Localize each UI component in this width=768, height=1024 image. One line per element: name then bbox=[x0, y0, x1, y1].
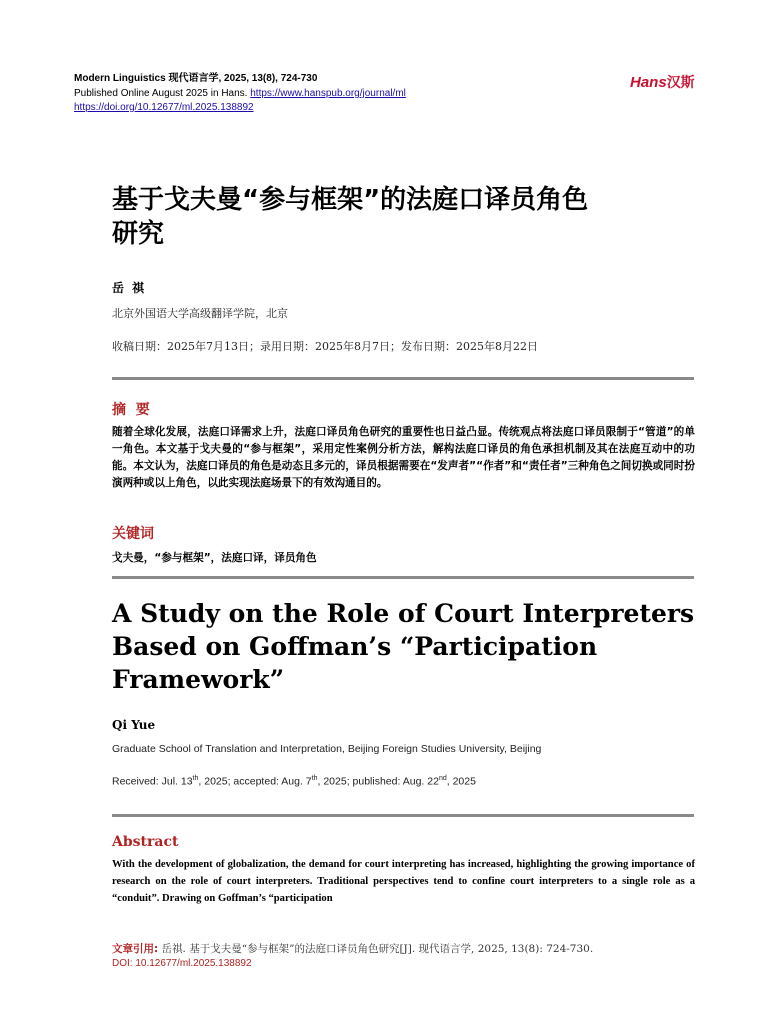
divider bbox=[112, 814, 694, 817]
accepted-date: , 2025; accepted: Aug. 7 bbox=[198, 775, 312, 788]
doi-text[interactable]: DOI: 10.12677/ml.2025.138892 bbox=[112, 958, 252, 969]
paper-title-cn bbox=[112, 183, 692, 251]
abstract-heading-en: Abstract bbox=[112, 834, 179, 850]
published-sup: nd bbox=[438, 775, 447, 782]
paper-title-en-line2: Based on Goffman’s “Participation bbox=[112, 632, 598, 661]
dates-en bbox=[112, 775, 476, 788]
citation-label: 文章引用: bbox=[112, 943, 159, 955]
journal-name-en: Modern Linguistics bbox=[74, 73, 166, 84]
doi-url-link[interactable]: https://doi.org/10.12677/ml.2025.138892 bbox=[74, 102, 254, 113]
dates-cn: 收稿日期：2025年7月13日；录用日期：2025年8月7日；发布日期：2025年8月22日 bbox=[112, 340, 538, 353]
published-date: , 2025; published: Aug. 22 bbox=[317, 775, 439, 788]
abstract-en: With the development of globalization, the demand for court interpreting has increased, highlighting the growing importance of research on the role of court interpreters. Traditional perspectives tend to confine court interpreters to a single role as a “conduit”. Drawing on Goffman’s “participation bbox=[112, 859, 695, 904]
paper-title-cn-line1: 基于戈夫曼“参与框架”的法庭口译员角色 bbox=[112, 185, 589, 215]
journal-url-link[interactable]: https://www.hanspub.org/journal/ml bbox=[250, 88, 406, 99]
published-year: , 2025 bbox=[446, 775, 476, 788]
publisher-logo[interactable] bbox=[630, 72, 694, 92]
affiliation-en: Graduate School of Translation and Interpretation, Beijing Foreign Studies University, Beijing bbox=[112, 743, 542, 755]
journal-citation-line bbox=[74, 73, 317, 85]
received-date: Received: Jul. 13 bbox=[112, 775, 193, 788]
divider bbox=[112, 377, 694, 380]
author-cn: 岳祺 bbox=[112, 281, 153, 295]
keywords-cn: 戈夫曼，“参与框架”，法庭口译，译员角色 bbox=[112, 552, 317, 564]
logo-hans-text: Hans bbox=[630, 74, 667, 91]
journal-info-cn: 现代语言学, 2025, 13(8), 724-730 bbox=[168, 73, 318, 84]
keywords-heading-cn: 关键词 bbox=[112, 526, 154, 542]
author-en: Qi Yue bbox=[112, 718, 156, 732]
published-text: Published Online August 2025 in Hans. bbox=[74, 88, 248, 99]
doi-url-line bbox=[74, 102, 254, 114]
paper-title-en-line1: A Study on the Role of Court Interpreters bbox=[112, 599, 695, 628]
abstract-cn: 随着全球化发展，法庭口译需求上升，法庭口译员角色研究的重要性也日益凸显。传统观点将法庭口译员限制于“管道”的单一角色。本文基于戈夫曼的“参与框架”，采用定性案例分析方法，解构法庭口译员的角色承担机制及其在法庭互动中的功能。本文认为，法庭口译员的角色是动态且多元的，译员根据需要在“发声者”“作者”和“责任者”三种角色之间切换或同时扮演两种或以上角色，以此实现法庭场景下的有效沟通目的。 bbox=[112, 426, 695, 489]
divider bbox=[112, 576, 694, 579]
citation-line bbox=[112, 941, 593, 956]
paper-title-en-line3: Framework” bbox=[112, 665, 285, 694]
received-sup: th bbox=[192, 775, 199, 782]
citation-text: 岳祺. 基于戈夫曼“参与框架”的法庭口译员角色研究[J]. 现代语言学, 2025, 13(8): 724-730. bbox=[158, 943, 594, 955]
logo-cn-text: 汉斯 bbox=[666, 75, 695, 91]
affiliation-cn: 北京外国语大学高级翻译学院，北京 bbox=[112, 307, 288, 320]
accepted-sup: th bbox=[311, 775, 318, 782]
abstract-heading-cn: 摘 要 bbox=[112, 402, 150, 418]
published-line bbox=[74, 88, 406, 100]
paper-title-cn-line2: 研究 bbox=[112, 219, 165, 249]
paper-title-en bbox=[112, 597, 702, 696]
